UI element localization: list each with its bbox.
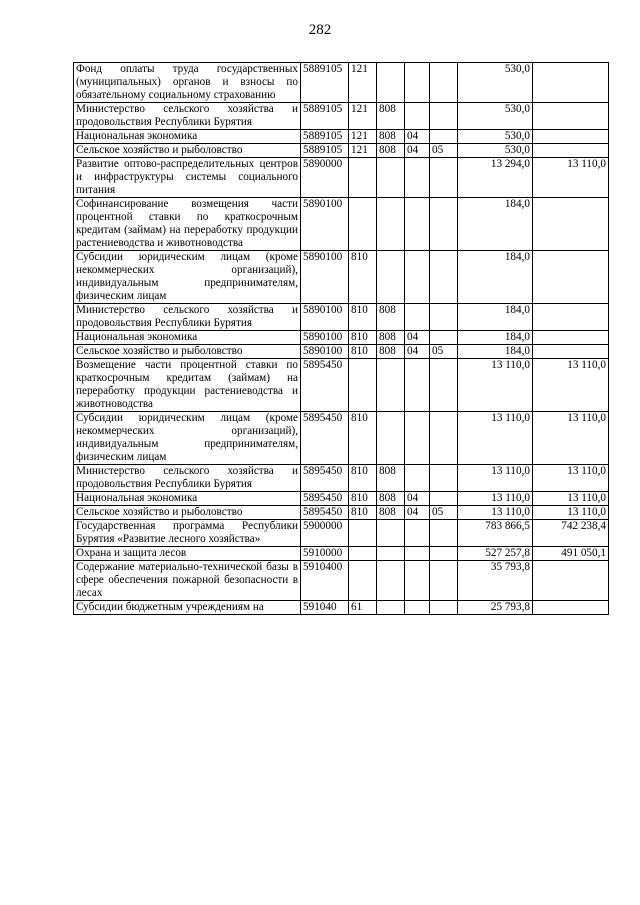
section-cell: 04 — [405, 492, 430, 506]
expense-type-cell: 810 — [349, 465, 377, 492]
expense-type-cell — [349, 561, 377, 601]
name-cell: Сельское хозяйство и рыболовство — [74, 506, 301, 520]
subsection-cell — [430, 158, 458, 198]
code-cell: 591040 — [301, 601, 349, 615]
amount-1-cell: 184,0 — [458, 345, 533, 359]
subsection-cell: 05 — [430, 144, 458, 158]
name-cell: Содержание материально-технической базы в сфере обеспечения пожарной безопасности в лесах — [74, 561, 301, 601]
table-row — [74, 506, 609, 520]
amount-2-cell — [533, 304, 609, 331]
table-row — [74, 412, 609, 465]
table-row — [74, 198, 609, 251]
subsection-cell — [430, 465, 458, 492]
subsection-cell — [430, 601, 458, 615]
expense-type-cell — [349, 359, 377, 412]
section-cell: 04 — [405, 144, 430, 158]
amount-1-cell: 13 110,0 — [458, 492, 533, 506]
grbs-cell: 808 — [377, 492, 405, 506]
expense-type-cell: 61 — [349, 601, 377, 615]
table-row — [74, 130, 609, 144]
amount-1-cell: 184,0 — [458, 251, 533, 304]
grbs-cell — [377, 547, 405, 561]
budget-table — [73, 62, 609, 615]
amount-2-cell — [533, 103, 609, 130]
name-cell: Субсидии юридическим лицам (кроме некоммерческих организаций), индивидуальным предпринимателям, физическим лицам — [74, 251, 301, 304]
name-cell: Субсидии юридическим лицам (кроме некоммерческих организаций), индивидуальным предпринимателям, физическим лицам — [74, 412, 301, 465]
amount-2-cell — [533, 63, 609, 103]
name-cell: Фонд оплаты труда государственных (муниципальных) органов и взносы по обязательному социальному страхованию — [74, 63, 301, 103]
subsection-cell — [430, 561, 458, 601]
amount-2-cell: 491 050,1 — [533, 547, 609, 561]
amount-1-cell: 530,0 — [458, 63, 533, 103]
name-cell: Министерство сельского хозяйства и продовольствия Республики Бурятия — [74, 304, 301, 331]
expense-type-cell — [349, 520, 377, 547]
subsection-cell — [430, 198, 458, 251]
code-cell: 5890100 — [301, 345, 349, 359]
amount-1-cell: 527 257,8 — [458, 547, 533, 561]
amount-1-cell: 13 110,0 — [458, 506, 533, 520]
code-cell: 5895450 — [301, 465, 349, 492]
code-cell: 5889105 — [301, 103, 349, 130]
section-cell: 04 — [405, 130, 430, 144]
section-cell: 04 — [405, 506, 430, 520]
amount-2-cell: 13 110,0 — [533, 465, 609, 492]
code-cell: 5895450 — [301, 412, 349, 465]
table-row — [74, 345, 609, 359]
code-cell: 5890100 — [301, 198, 349, 251]
subsection-cell — [430, 130, 458, 144]
amount-1-cell: 13 110,0 — [458, 412, 533, 465]
section-cell — [405, 158, 430, 198]
expense-type-cell: 810 — [349, 492, 377, 506]
code-cell: 5910400 — [301, 561, 349, 601]
code-cell: 5890100 — [301, 251, 349, 304]
amount-2-cell: 13 110,0 — [533, 492, 609, 506]
grbs-cell — [377, 520, 405, 547]
grbs-cell: 808 — [377, 103, 405, 130]
grbs-cell — [377, 198, 405, 251]
section-cell — [405, 412, 430, 465]
expense-type-cell: 810 — [349, 506, 377, 520]
name-cell: Развитие оптово-распределительных центров и инфраструктуры системы социального питания — [74, 158, 301, 198]
code-cell: 5895450 — [301, 359, 349, 412]
expense-type-cell: 810 — [349, 251, 377, 304]
amount-2-cell — [533, 144, 609, 158]
section-cell — [405, 520, 430, 547]
expense-type-cell: 810 — [349, 304, 377, 331]
amount-2-cell — [533, 345, 609, 359]
amount-2-cell — [533, 198, 609, 251]
grbs-cell — [377, 412, 405, 465]
amount-1-cell: 530,0 — [458, 130, 533, 144]
amount-1-cell: 184,0 — [458, 304, 533, 331]
expense-type-cell: 810 — [349, 345, 377, 359]
amount-1-cell: 184,0 — [458, 331, 533, 345]
amount-2-cell — [533, 331, 609, 345]
grbs-cell: 808 — [377, 506, 405, 520]
name-cell: Государственная программа Республики Бурятия «Развитие лесного хозяйства» — [74, 520, 301, 547]
table-row — [74, 63, 609, 103]
grbs-cell: 808 — [377, 345, 405, 359]
amount-2-cell: 13 110,0 — [533, 158, 609, 198]
grbs-cell: 808 — [377, 144, 405, 158]
section-cell — [405, 359, 430, 412]
code-cell: 5895450 — [301, 506, 349, 520]
name-cell: Национальная экономика — [74, 492, 301, 506]
amount-2-cell: 742 238,4 — [533, 520, 609, 547]
name-cell: Министерство сельского хозяйства и продовольствия Республики Бурятия — [74, 465, 301, 492]
expense-type-cell: 121 — [349, 63, 377, 103]
name-cell: Сельское хозяйство и рыболовство — [74, 345, 301, 359]
code-cell: 5889105 — [301, 130, 349, 144]
amount-1-cell: 13 110,0 — [458, 465, 533, 492]
table-row — [74, 331, 609, 345]
subsection-cell: 05 — [430, 506, 458, 520]
table-row — [74, 251, 609, 304]
table-row — [74, 304, 609, 331]
section-cell — [405, 465, 430, 492]
subsection-cell — [430, 103, 458, 130]
amount-2-cell: 13 110,0 — [533, 506, 609, 520]
table-row — [74, 601, 609, 615]
table-row — [74, 158, 609, 198]
grbs-cell — [377, 251, 405, 304]
grbs-cell: 808 — [377, 465, 405, 492]
amount-2-cell — [533, 601, 609, 615]
table-row — [74, 465, 609, 492]
code-cell: 5890100 — [301, 304, 349, 331]
subsection-cell — [430, 251, 458, 304]
amount-1-cell: 184,0 — [458, 198, 533, 251]
table-row — [74, 561, 609, 601]
table-row — [74, 359, 609, 412]
name-cell: Софинансирование возмещения части процентной ставки по краткосрочным кредитам (займам) на переработку продукции растениеводства и животноводства — [74, 198, 301, 251]
section-cell — [405, 304, 430, 331]
code-cell: 5910000 — [301, 547, 349, 561]
grbs-cell: 808 — [377, 304, 405, 331]
section-cell — [405, 63, 430, 103]
expense-type-cell — [349, 547, 377, 561]
amount-1-cell: 35 793,8 — [458, 561, 533, 601]
section-cell: 04 — [405, 345, 430, 359]
table-row — [74, 547, 609, 561]
section-cell: 04 — [405, 331, 430, 345]
subsection-cell — [430, 412, 458, 465]
table-row — [74, 520, 609, 547]
code-cell: 5895450 — [301, 492, 349, 506]
amount-1-cell: 25 793,8 — [458, 601, 533, 615]
subsection-cell: 05 — [430, 345, 458, 359]
code-cell: 5900000 — [301, 520, 349, 547]
amount-1-cell: 530,0 — [458, 144, 533, 158]
subsection-cell — [430, 304, 458, 331]
code-cell: 5890100 — [301, 331, 349, 345]
grbs-cell — [377, 601, 405, 615]
amount-2-cell — [533, 561, 609, 601]
name-cell: Национальная экономика — [74, 130, 301, 144]
amount-2-cell — [533, 251, 609, 304]
table-row — [74, 144, 609, 158]
amount-2-cell: 13 110,0 — [533, 412, 609, 465]
table-row — [74, 492, 609, 506]
subsection-cell — [430, 520, 458, 547]
amount-2-cell — [533, 130, 609, 144]
section-cell — [405, 561, 430, 601]
section-cell — [405, 601, 430, 615]
grbs-cell — [377, 561, 405, 601]
grbs-cell: 808 — [377, 331, 405, 345]
name-cell: Национальная экономика — [74, 331, 301, 345]
page-number: 282 — [308, 22, 332, 38]
expense-type-cell — [349, 158, 377, 198]
name-cell: Сельское хозяйство и рыболовство — [74, 144, 301, 158]
code-cell: 5889105 — [301, 144, 349, 158]
grbs-cell — [377, 359, 405, 412]
amount-1-cell: 783 866,5 — [458, 520, 533, 547]
name-cell: Охрана и защита лесов — [74, 547, 301, 561]
amount-1-cell: 530,0 — [458, 103, 533, 130]
expense-type-cell: 810 — [349, 331, 377, 345]
code-cell: 5890000 — [301, 158, 349, 198]
section-cell — [405, 547, 430, 561]
amount-1-cell: 13 110,0 — [458, 359, 533, 412]
subsection-cell — [430, 331, 458, 345]
amount-1-cell: 13 294,0 — [458, 158, 533, 198]
subsection-cell — [430, 547, 458, 561]
expense-type-cell — [349, 198, 377, 251]
expense-type-cell: 121 — [349, 144, 377, 158]
subsection-cell — [430, 63, 458, 103]
expense-type-cell: 810 — [349, 412, 377, 465]
expense-type-cell: 121 — [349, 103, 377, 130]
grbs-cell — [377, 63, 405, 103]
expense-type-cell: 121 — [349, 130, 377, 144]
amount-2-cell: 13 110,0 — [533, 359, 609, 412]
subsection-cell — [430, 359, 458, 412]
name-cell: Субсидии бюджетным учреждениям на — [74, 601, 301, 615]
grbs-cell: 808 — [377, 130, 405, 144]
table-row — [74, 103, 609, 130]
name-cell: Возмещение части процентной ставки по краткосрочным кредитам (займам) на переработку продукции растениеводства и животноводства — [74, 359, 301, 412]
name-cell: Министерство сельского хозяйства и продовольствия Республики Бурятия — [74, 103, 301, 130]
subsection-cell — [430, 492, 458, 506]
code-cell: 5889105 — [301, 63, 349, 103]
section-cell — [405, 103, 430, 130]
section-cell — [405, 251, 430, 304]
grbs-cell — [377, 158, 405, 198]
section-cell — [405, 198, 430, 251]
